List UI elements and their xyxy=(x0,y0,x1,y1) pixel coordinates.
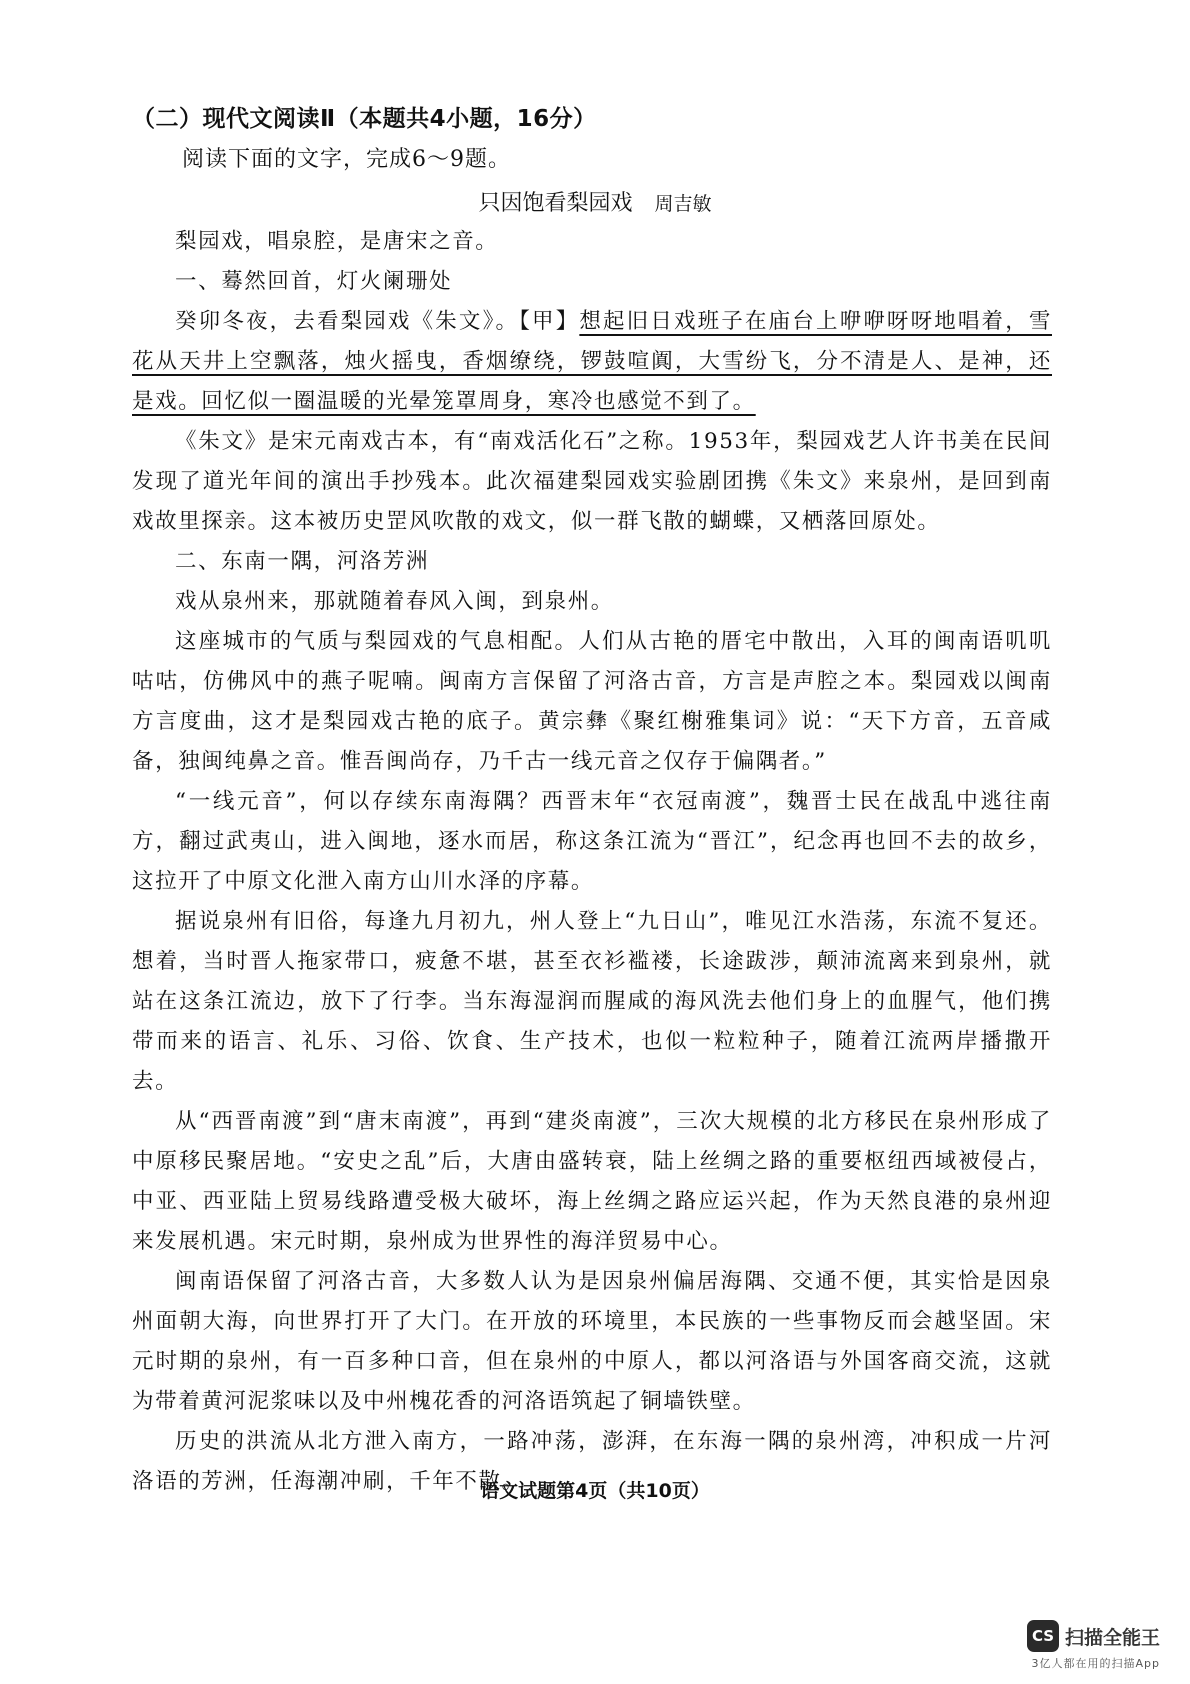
page-footer: 语文试题第4页（共10页） xyxy=(480,1480,710,1502)
scanner-watermark xyxy=(1027,1620,1160,1671)
paragraph-intro: 梨园戏，唱泉腔，是唐宋之音。 xyxy=(175,229,499,254)
paragraph-7: 从“西晋南渡”到“唐末南渡”，再到“建炎南渡”，三次大规模的北方移民在泉州形成了中原移民聚居地。“安史之乱”后，大唐由盛转衰，陆上丝绸之路的重要枢纽西域被侵占，中亚、西亚陆上贸易线路遭受极大破坏，海上丝绸之路应运兴起，作为天然良港的泉州迎来发展机遇。宋元时期，泉州成为世界性的海洋贸易中心。 xyxy=(132,1109,1052,1254)
article-title-row xyxy=(0,186,1190,217)
section-title: （二）现代文阅读Ⅱ（本题共4小题，16分） xyxy=(132,106,597,132)
paragraph-1 xyxy=(132,302,1052,422)
marked-passage-jia: 想起旧日戏班子在庙台上咿咿呀呀地唱着，雪花从天井上空飘落，烛火摇曳，香烟缭绕，锣鼓喧阗，大雪纷飞，分不清是人、是神，还是戏。回忆似一圈温暖的光晕笼罩周身，寒冷也感觉不到了。 xyxy=(132,309,1052,414)
watermark-tagline: 3亿人都在用的扫描App xyxy=(1031,1657,1160,1670)
paragraph-9: 历史的洪流从北方泄入南方，一路冲荡，澎湃，在东海一隅的泉州湾，冲积成一片河洛语的芳洲，任海潮冲刷，千年不散。 xyxy=(132,1429,1052,1494)
watermark-app-name: 扫描全能王 xyxy=(1064,1626,1160,1649)
paragraph-8: 闽南语保留了河洛古音，大多数人认为是因泉州偏居海隅、交通不便，其实恰是因泉州面朝大海，向世界打开了大门。在开放的环境里，本民族的一些事物反而会越坚固。宋元时期的泉州，有一百多种口音，但在泉州的中原人，都以河洛语与外国客商交流，这就为带着黄河泥浆味以及中州槐花香的河洛语筑起了铜墙铁壁。 xyxy=(132,1269,1052,1414)
section-heading-2: 二、东南一隅，河洛芳洲 xyxy=(175,549,430,574)
paragraph-6: 据说泉州有旧俗，每逢九月初九，州人登上“九日山”，唯见江水浩荡，东流不复还。想着，当时晋人拖家带口，疲惫不堪，甚至衣衫褴褛，长途跋涉，颠沛流离来到泉州，就站在这条江流边，放下了行李。当东海湿润而腥咸的海风洗去他们身上的血腥气，他们携带而来的语言、礼乐、习俗、饮食、生产技术，也似一粒粒种子，随着江流两岸播撒开去。 xyxy=(132,909,1052,1094)
article-author: 周吉敏 xyxy=(654,193,712,215)
paragraph-1-lead: 癸卯冬夜，去看梨园戏《朱文》。【甲】 xyxy=(175,309,580,334)
paragraph-3: 戏从泉州来，那就随着春风入闽，到泉州。 xyxy=(175,589,614,614)
instruction-text: 阅读下面的文字，完成6～9题。 xyxy=(182,147,511,172)
paragraph-2: 《朱文》是宋元南戏古本，有“南戏活化石”之称。1953年，梨园戏艺人许书美在民间发现了道光年间的演出手抄残本。此次福建梨园戏实验剧团携《朱文》来泉州，是回到南戏故里探亲。这本被历史罡风吹散的戏文，似一群飞散的蝴蝶，又栖落回原处。 xyxy=(132,429,1052,534)
paragraph-5: “一线元音”，何以存续东南海隅？西晋末年“衣冠南渡”，魏晋士民在战乱中逃往南方，翻过武夷山，进入闽地，逐水而居，称这条江流为“晋江”，纪念再也回不去的故乡，这拉开了中原文化泄入南方山川水泽的序幕。 xyxy=(132,789,1052,894)
article-body xyxy=(132,222,1052,1502)
article-title: 只因饱看梨园戏 xyxy=(478,191,633,216)
paragraph-4: 这座城市的气质与梨园戏的气息相配。人们从古艳的厝宅中散出，入耳的闽南语叽叽咕咕，仿佛风中的燕子呢喃。闽南方言保留了河洛古音，方言是声腔之本。梨园戏以闽南方言度曲，这才是梨园戏古艳的底子。黄宗彝《聚红榭雅集词》说：“天下方音，五音咸备，独闽纯鼻之音。惟吾闽尚存，乃千古一线元音之仅存于偏隅者。” xyxy=(132,629,1052,774)
section-heading-1: 一、蓦然回首，灯火阑珊处 xyxy=(175,269,453,294)
camscanner-logo-icon: CS xyxy=(1027,1620,1059,1652)
